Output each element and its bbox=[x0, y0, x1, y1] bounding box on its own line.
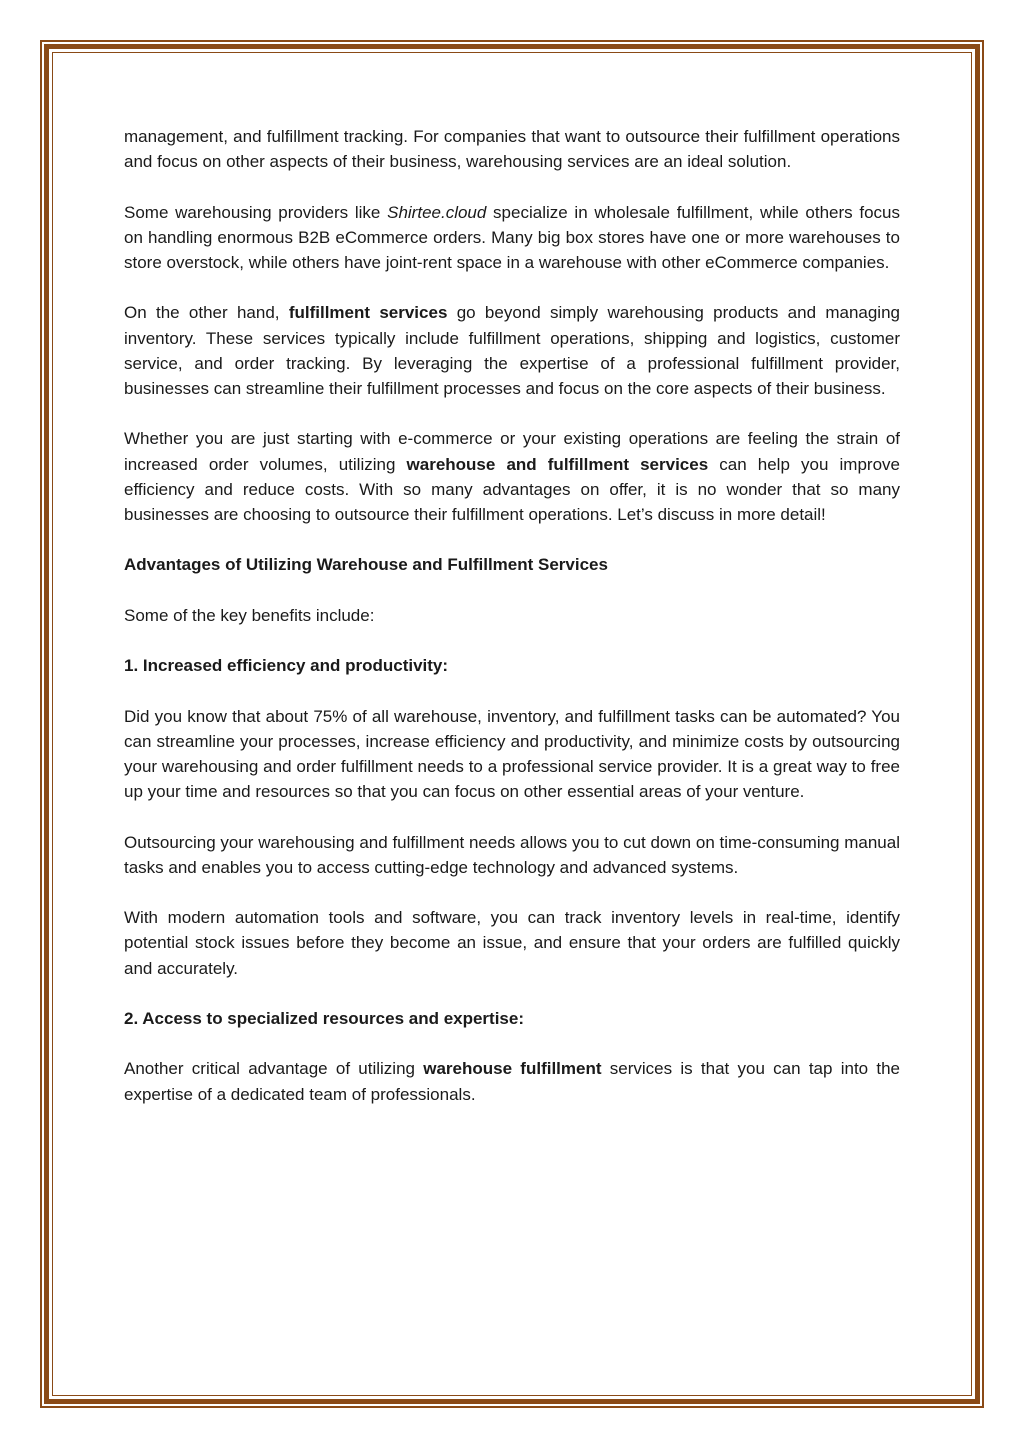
subheading-efficiency: 1. Increased efficiency and productivity: bbox=[124, 656, 449, 676]
text-span: On the other hand, bbox=[124, 303, 289, 323]
subheading-expertise: 2. Access to specialized resources and expertise: bbox=[124, 1008, 525, 1028]
section-heading-advantages: Advantages of Utilizing Warehouse and Fulfillment Services bbox=[124, 555, 608, 575]
document-body bbox=[124, 124, 900, 1132]
paragraph-expertise bbox=[124, 1056, 900, 1106]
paragraph-whether-starting bbox=[124, 426, 900, 527]
text-span: Another critical advantage of utilizing bbox=[124, 1059, 424, 1079]
paragraph-automation-tools: With modern automation tools and software, you can track inventory levels in real-time, identify potential stock issues before they become an issue, and ensure that your orders are fulfilled quickly and accurately. bbox=[124, 908, 900, 978]
paragraph-intro-continuation: management, and fulfillment tracking. For companies that want to outsource their fulfillment operations and focus on other aspects of their business, warehousing services are an ideal solution. bbox=[124, 127, 900, 172]
fulfillment-services-keyword: fulfillment services bbox=[288, 303, 448, 323]
paragraph-fulfillment-services bbox=[124, 300, 900, 401]
text-span: specialize in wholesale fulfillment, while others focus on handling enormous B2B eCommerce orders. Many big box stores have one or more warehouses to store overstock, while others have joint-rent space in a warehouse with other eCommerce companies. bbox=[124, 202, 900, 272]
shirtee-cloud-mention: Shirtee.cloud bbox=[387, 202, 487, 222]
paragraph-warehousing-providers bbox=[124, 200, 900, 276]
text-span: services is that you can tap into the expertise of a dedicated team of professionals. bbox=[124, 1059, 901, 1104]
text-span: Some warehousing providers like bbox=[124, 202, 388, 222]
paragraph-automation-stat: Did you know that about 75% of all warehouse, inventory, and fulfillment tasks can be automated? You can streamline your processes, increase efficiency and productivity, and minimize costs by outsourcing your warehousing and order fulfillment needs to a professional service provider. It is a great way to free up your time and resources so that you can focus on other essential areas of your venture. bbox=[124, 706, 900, 802]
paragraph-key-benefits: Some of the key benefits include: bbox=[124, 605, 375, 625]
text-span: Whether you are just starting with e-commerce or your existing operations are feeling the strain of increased order volumes, utilizing bbox=[124, 429, 900, 474]
text-span: go beyond simply warehousing products and managing inventory. These services typically include fulfillment operations, shipping and logistics, customer service, and order tracking. By leveraging the expertise of a professional fulfillment provider, businesses can streamline their fulfillment processes and focus on the core aspects of their business. bbox=[124, 303, 900, 398]
warehouse-fulfillment-services-keyword: warehouse and fulfillment services bbox=[406, 454, 709, 474]
paragraph-outsourcing: Outsourcing your warehousing and fulfillment needs allows you to cut down on time-consuming manual tasks and enables you to access cutting-edge technology and advanced systems. bbox=[124, 832, 900, 877]
warehouse-fulfillment-keyword: warehouse fulfillment bbox=[423, 1059, 602, 1079]
text-span: can help you improve efficiency and reduce costs. With so many advantages on offer, it is no wonder that so many businesses are choosing to outsource their fulfillment operations. Let’s discuss in more detail! bbox=[124, 454, 900, 524]
